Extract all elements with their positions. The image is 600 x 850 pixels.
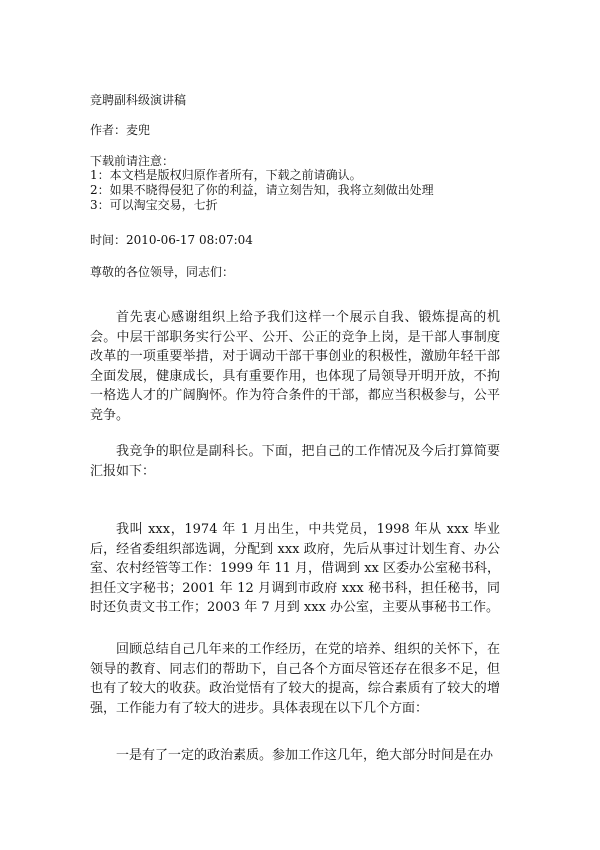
notice-heading: 下载前请注意： (90, 154, 175, 168)
notice-item: 2：如果不晓得侵犯了你的利益，请立刻告知，我将立刻做出处理 (90, 183, 434, 197)
body-paragraph-1: 首先衷心感谢组织上给予我们这样一个展示自我、锻炼提高的机会。中层干部职务实行公平、公开、公正的竞争上岗，是干部人事制度改革的一项重要举措，对于调动干部干事创业的积极性，激励年轻干部全面发展，健康成长，具有重要作用，也体现了局领导开明开放，不拘一格选人才的广阔胸怀。作为符合条件的干部，都应当积极参与，公平竞争。 (90, 310, 500, 423)
body-paragraph-2: 我竞争的职位是副科长。下面，把自己的工作情况及今后打算简要汇报如下： (90, 444, 500, 479)
document-title: 竞聘副科级演讲稿 (90, 93, 187, 107)
body-paragraph-4: 回顾总结自己几年来的工作经历，在党的培养、组织的关怀下，在领导的教育、同志们的帮助下，自己各个方面尽管还存在很多不足，但也有了较大的收获。政治觉悟有了较大的提高，综合素质有了较大的增强，工作能力有了较大的进步。具体表现在以下几个方面： (90, 642, 500, 716)
salutation: 尊敬的各位领导，同志们： (90, 265, 235, 279)
notice-item: 3：可以淘宝交易，七折 (90, 198, 218, 212)
timestamp: 时间：2010-06-17 08:07:04 (90, 233, 253, 247)
body-paragraph-3: 我叫 xxx，1974 年 1 月出生，中共党员，1998 年从 xxx 毕业后，经省委组织部选调，分配到 xxx 政府，先后从事过计划生育、办公室、农村经管等工作：1999 年 11 月，借调到 xx 区委办公室秘书科，担任文字秘书；2001 年 12 月调到市政府 xxx 秘书科，担任秘书，同时还负责文书工作；2003 年 7 月到 xxx 办公室，主要从事秘书工作。 (90, 522, 500, 616)
notice-item: 1：本文档是版权归原作者所有，下载之前请确认。 (90, 168, 362, 182)
author-line: 作者：麦兜 (90, 123, 151, 137)
body-paragraph-5: 一是有了一定的政治素质。参加工作这几年，绝大部分时间是在办 (116, 748, 494, 763)
